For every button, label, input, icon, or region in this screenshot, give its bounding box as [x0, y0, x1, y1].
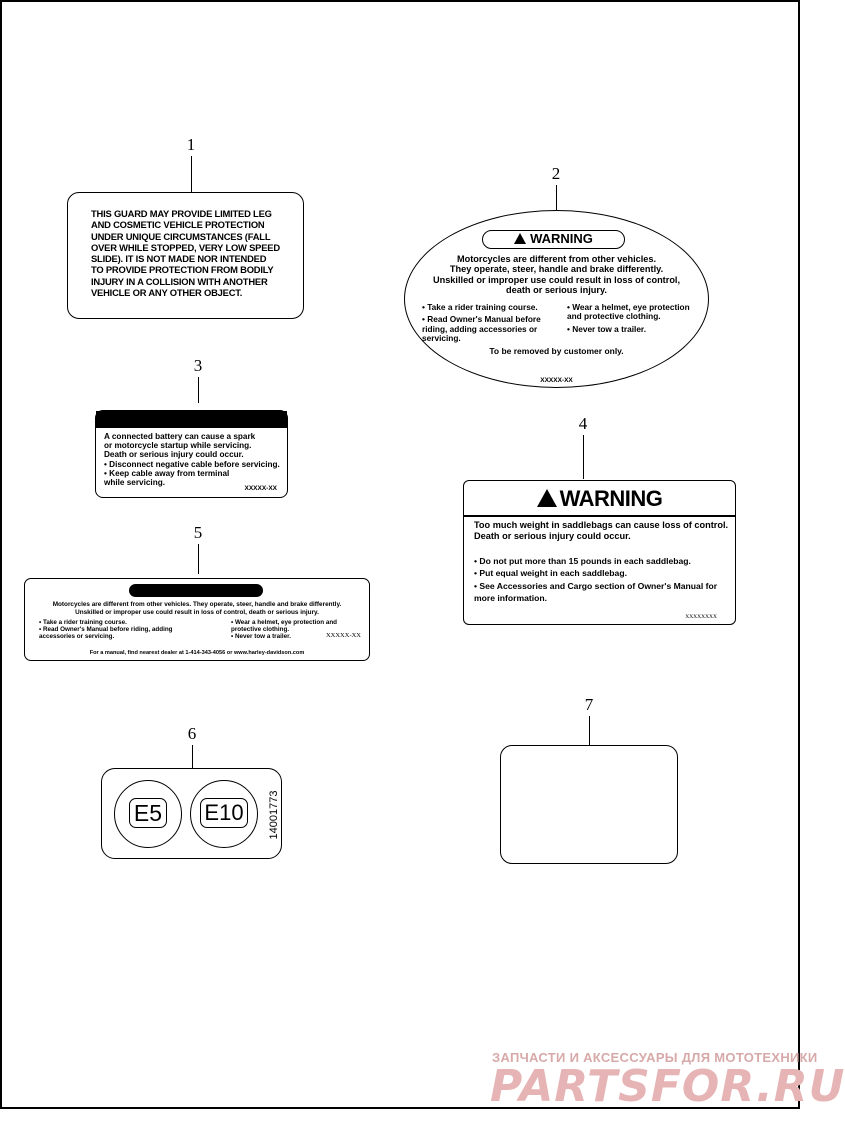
decal-1-text	[91, 208, 293, 298]
decal-2-right-bullets	[567, 303, 705, 334]
decal-2-intro	[405, 254, 708, 295]
decal-1-line: VEHICLE OR ANY OTHER OBJECT.	[91, 286, 243, 298]
decal-5-intro: Motorcycles are different from other vehicles. They operate, steer, handle and brake differently.	[52, 601, 342, 608]
decal-2-part-code: XXXXX-XX	[540, 377, 573, 384]
decal-3-text	[104, 432, 284, 487]
decal-2-bullet: • Never tow a trailer.	[567, 325, 705, 334]
e5-fuel-badge	[114, 780, 182, 848]
leader-line-6	[192, 745, 193, 769]
decal-2-bullet: • Read Owner's Manual before riding, adding accessories or servicing.	[422, 315, 560, 343]
decal-1-line: TO PROVIDE PROTECTION FROM BODILY	[91, 264, 274, 276]
decal-1-line: OVER WHILE STOPPED, VERY LOW SPEED	[91, 241, 280, 253]
decal-3-bullet: • Disconnect negative cable before servicing.	[104, 460, 284, 469]
leader-line-1	[191, 156, 192, 192]
decal-5-left-bullets	[39, 619, 209, 640]
decal-3-black-header	[96, 411, 287, 428]
decal-5-bullet: • Read Owner's Manual before riding, adding accessories or servicing.	[39, 626, 209, 640]
decal-5-motorcycle-warning	[24, 578, 370, 661]
callout-2: 2	[551, 164, 561, 183]
decal-3-line: Death or serious injury could occur.	[104, 450, 244, 460]
decal-1-line: THIS GUARD MAY PROVIDE LIMITED LEG	[91, 208, 272, 219]
warning-triangle-icon	[537, 489, 557, 507]
e5-fuel-label: E5	[129, 798, 167, 828]
decal-5-bullet: • Never tow a trailer.	[231, 633, 351, 640]
decal-4-saddlebag-warning	[463, 480, 736, 625]
decal-2-left-bullets	[422, 303, 560, 343]
e10-fuel-badge	[190, 780, 258, 848]
decal-1-guard-notice	[67, 192, 304, 319]
decal-5-bullet: • Wear a helmet, eye protection and protective clothing.	[231, 619, 351, 633]
decal-3-line: A connected battery can cause a spark	[104, 432, 256, 441]
decal-2-intro-line: Unskilled or improper use could result in loss of control,	[432, 274, 681, 285]
decal-5-part-code: XXXXX-XX	[325, 632, 361, 639]
decal-2-bullet: • Take a rider training course.	[422, 303, 560, 312]
decal-4-bullet: • Put equal weight in each saddlebag.	[474, 567, 729, 579]
callout-7: 7	[584, 695, 594, 714]
decal-4-divider	[464, 515, 735, 517]
decal-3-bullet: • Keep cable away from terminal while servicing.	[104, 469, 234, 487]
leader-line-7	[589, 716, 590, 746]
callout-4: 4	[578, 414, 588, 433]
decal-3-part-code: XXXXX-XX	[244, 484, 277, 492]
decal-4-heading: WARNING	[559, 486, 663, 511]
decal-2-intro-line: Motorcycles are different from other vehicles.	[456, 254, 657, 264]
decal-3-line: or motorcycle startup while servicing.	[104, 441, 252, 451]
decal-1-line: UNDER UNIQUE CIRCUMSTANCES (FALL	[91, 230, 271, 242]
decal-4-bullets	[474, 555, 729, 605]
decal-4-intro: Too much weight in saddlebags can cause loss of control. Death or serious injury could occur.	[474, 520, 729, 542]
callout-1: 1	[186, 135, 196, 154]
callout-6: 6	[187, 724, 197, 743]
callout-5: 5	[193, 523, 203, 542]
decal-5-bullet: • Take a rider training course.	[39, 619, 209, 626]
decal-2-oval-warning	[404, 210, 709, 388]
e10-fuel-label: E10	[200, 798, 247, 828]
decal-2-intro-line: They operate, steer, handle and brake differently.	[449, 264, 664, 275]
decal-7-blank-label	[500, 745, 678, 864]
decal-6-part-code: 14001773	[268, 790, 280, 840]
decal-5-black-pill	[129, 584, 263, 597]
decal-3-battery-warning	[95, 410, 288, 498]
decal-4-warning-heading	[464, 486, 735, 512]
watermark-tagline: ЗАПЧАСТИ И АКСЕССУАРЫ ДЛЯ МОТОТЕХНИКИ	[492, 1050, 818, 1065]
warning-triangle-icon	[514, 233, 526, 244]
decal-5-intro-2: Unskilled or improper use could result in loss of control, death or serious injury.	[75, 609, 319, 616]
decal-4-bullet: • See Accessories and Cargo section of Owner's Manual for more information.	[474, 580, 729, 605]
decal-1-line: AND COSMETIC VEHICLE PROTECTION	[91, 219, 265, 231]
leader-line-2	[556, 185, 557, 212]
decal-4-part-code: XXXXXXXX	[685, 614, 717, 620]
decal-6-fuel-label	[101, 768, 282, 859]
decal-1-line: INJURY IN A COLLISION WITH ANOTHER	[91, 275, 268, 287]
leader-line-5	[198, 544, 199, 574]
decal-4-bullet: • Do not put more than 15 pounds in each saddlebag.	[474, 555, 729, 567]
decal-5-footer: For a manual, find nearest dealer at 1-414-343-4056 or www.harley-davidson.com	[89, 650, 305, 656]
decal-2-footer: To be removed by customer only.	[489, 346, 624, 356]
decal-2-intro-line: death or serious injury.	[506, 284, 607, 295]
decal-2-warning-pill	[482, 230, 625, 249]
decal-1-line: SLIDE). IT IS NOT MADE NOR INTENDED	[91, 253, 267, 265]
leader-line-4	[583, 435, 584, 479]
watermark-logo: PARTSFOR.RU	[490, 1061, 845, 1112]
callout-3: 3	[193, 356, 203, 375]
leader-line-3	[198, 377, 199, 403]
decal-2-heading: WARNING	[530, 231, 593, 246]
decal-2-bullet: • Wear a helmet, eye protection and protective clothing.	[567, 303, 705, 322]
